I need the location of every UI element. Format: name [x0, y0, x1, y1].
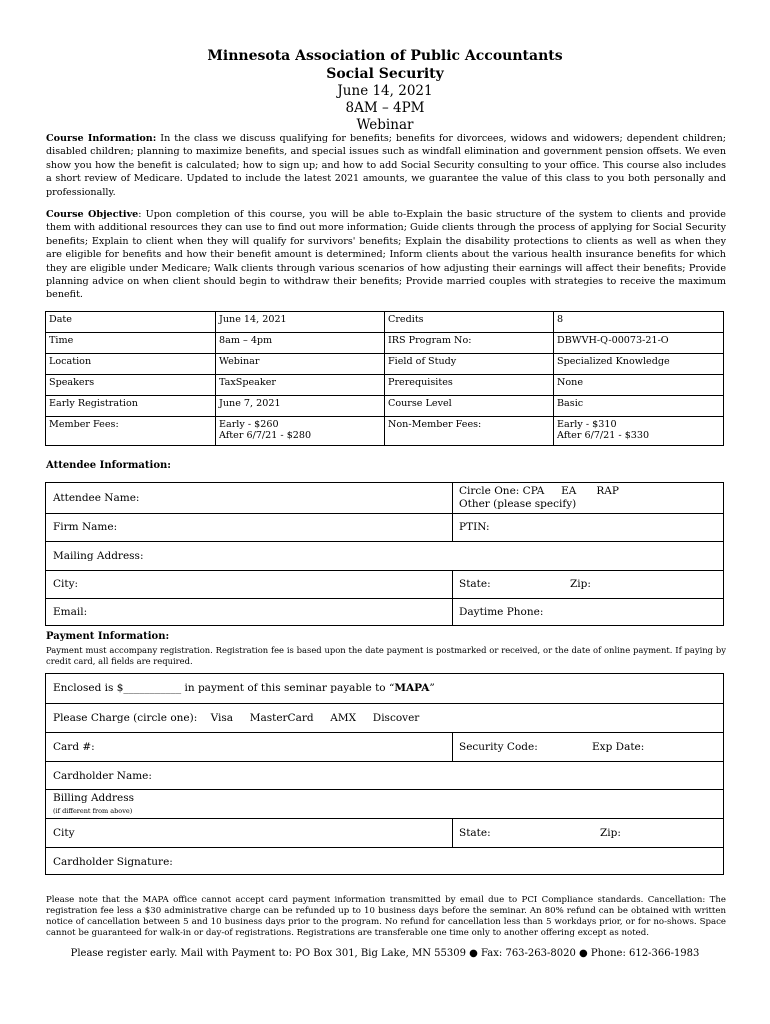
ptin-field[interactable]: PTIN:	[459, 521, 490, 533]
billing-city-field[interactable]: City	[53, 827, 75, 839]
nonmember-fees-values	[554, 417, 724, 446]
table-cell: None	[554, 375, 724, 396]
course-information-text: In the class we discuss qualifying for benefits; benefits for divorcees, widows and widowers; dependent children; disabled children; planning to maximize benefits, and special issues such as windfall elimination and government pension offsets. We even show you how the benefit is calculated; how to sign up; and how to add Social Security consulting to your office. This course also includes a short review of Medicare. Updated to include the latest 2021 amounts, we guarantee the value of this class to you both personally and professionally.	[46, 133, 726, 198]
signature-row	[46, 847, 723, 875]
mailing-row	[46, 541, 723, 570]
enclosed-amount-field[interactable]	[46, 674, 724, 703]
state-field[interactable]: State:	[459, 578, 491, 590]
billing-address-label: Billing Address	[53, 792, 135, 804]
security-code-field[interactable]: Security Code:	[459, 741, 538, 753]
daytime-phone-field[interactable]: Daytime Phone:	[459, 606, 544, 618]
course-title: Social Security	[326, 66, 444, 82]
attendee-name-row	[46, 483, 723, 513]
table-cell: Early Registration	[46, 396, 216, 417]
card-row	[46, 732, 723, 761]
nonmember-fee-early: Early - $310	[557, 419, 617, 430]
table-cell: Speakers	[46, 375, 216, 396]
policy-note: Please note that the MAPA office cannot accept card payment information transmitted by email due to PCI Compliance standards. Cancellation: The registration fee less a $30 administrative charge can be refunded up to 10 business days before the seminar. An 80% refund can be obtained with written notice of cancellation between 5 and 10 business days prior to the program. No refund for cancellation less than 5 workdays prior, or for no-shows. Space cannot be guaranteed for walk-in or day-of registrations. Registrations are transferable one time only to another offering except as noted.	[46, 895, 726, 938]
table-cell: June 14, 2021	[216, 312, 385, 333]
firm-row	[46, 513, 723, 541]
table-cell: Time	[46, 333, 216, 354]
attendee-section-title: Attendee Information:	[46, 460, 171, 471]
table-row	[46, 354, 724, 375]
table-cell: June 7, 2021	[216, 396, 385, 417]
table-row	[46, 333, 724, 354]
payment-note: Payment must accompany registration. Registration fee is based upon the date payment is postmarked or received, or the date of online payment. If paying by credit card, all fields are required.	[46, 645, 726, 666]
member-fee-early: Early - $260	[219, 419, 279, 430]
nonmember-fees-label: Non-Member Fees:	[385, 417, 554, 446]
member-fee-after: After 6/7/21 - $280	[219, 430, 312, 441]
charge-row	[46, 703, 723, 732]
billing-state-field[interactable]: State:	[459, 827, 491, 839]
course-objective-label: Course Objective	[46, 209, 139, 220]
billing-address-hint: (if different from above)	[53, 807, 133, 815]
table-row	[46, 312, 724, 333]
exp-date-field[interactable]: Exp Date:	[592, 741, 645, 753]
designation-field[interactable]	[452, 483, 724, 513]
attendee-form	[45, 482, 724, 626]
course-objective	[46, 208, 726, 302]
course-objective-text: : Upon completion of this course, you will be able to-Explain the basic structure of the system to clients and provide them with additional resources they can use to find out more information; Guide clients through the process of applying for Social Security benefits; Explain to client when they will qualify for survivors' benefits; Explain the disability protections to clients as well as when they are eligible for benefits and how their benefit amount is determined; Inform clients about the various health insurance benefits for which they are eligible under Medicare; Walk clients through various scenarios of how adjusting their earnings will affect their benefits; Provide planning advice on when client should begin to withdraw their benefits; Provide married couples with strategies to receive the maximum benefit.	[46, 209, 726, 301]
mailing-address-field[interactable]: Mailing Address:	[53, 550, 144, 562]
city-field[interactable]: City:	[53, 578, 79, 590]
nonmember-fee-after: After 6/7/21 - $330	[557, 430, 650, 441]
table-row	[46, 396, 724, 417]
course-time: 8AM – 4PM	[345, 100, 425, 116]
org-title: Minnesota Association of Public Accountants	[207, 48, 563, 64]
billing-city-row	[46, 818, 723, 847]
course-date: June 14, 2021	[337, 83, 433, 99]
cardholder-signature-field[interactable]: Cardholder Signature:	[53, 856, 173, 868]
email-row	[46, 598, 723, 626]
table-cell: 8am – 4pm	[216, 333, 385, 354]
member-fees-values	[216, 417, 385, 446]
table-cell: Webinar	[216, 354, 385, 375]
table-cell: 8	[554, 312, 724, 333]
course-details-table	[45, 311, 724, 446]
table-cell: Location	[46, 354, 216, 375]
payee-name: MAPA	[394, 682, 430, 694]
table-cell: Prerequisites	[385, 375, 554, 396]
designation-options[interactable]: Circle One: CPA EA RAP	[459, 485, 619, 497]
card-type-options[interactable]: Please Charge (circle one): Visa MasterCard AMX Discover	[53, 712, 420, 724]
billing-row	[46, 789, 723, 818]
table-cell: Specialized Knowledge	[554, 354, 724, 375]
payment-form	[45, 673, 724, 875]
course-information	[46, 132, 726, 199]
footer-contact: Please register early. Mail with Payment to: PO Box 301, Big Lake, MN 55309 ● Fax: 763-263-8020 ● Phone: 612-366-1983	[70, 948, 700, 959]
table-cell: IRS Program No:	[385, 333, 554, 354]
billing-address-field[interactable]	[46, 790, 724, 818]
billing-zip-field[interactable]: Zip:	[600, 827, 621, 839]
table-cell: Course Level	[385, 396, 554, 417]
enclosed-row	[46, 674, 723, 703]
course-format: Webinar	[356, 117, 414, 133]
table-row	[46, 375, 724, 396]
attendee-name-field[interactable]: Attendee Name:	[53, 492, 140, 504]
firm-name-field[interactable]: Firm Name:	[53, 521, 118, 533]
email-field[interactable]: Email:	[53, 606, 88, 618]
table-cell: DBWVH-Q-00073-21-O	[554, 333, 724, 354]
table-cell: Field of Study	[385, 354, 554, 375]
city-row	[46, 570, 723, 598]
table-cell: Credits	[385, 312, 554, 333]
card-number-field[interactable]: Card #:	[53, 741, 95, 753]
enclosed-text: Enclosed is $___________ in payment of this seminar payable to “	[53, 682, 395, 694]
table-cell: Date	[46, 312, 216, 333]
course-information-label: Course Information:	[46, 133, 157, 144]
fees-row	[46, 417, 724, 446]
table-cell: TaxSpeaker	[216, 375, 385, 396]
member-fees-label: Member Fees:	[46, 417, 216, 446]
designation-other[interactable]: Other (please specify)	[459, 498, 577, 510]
zip-field[interactable]: Zip:	[570, 578, 591, 590]
table-cell: Basic	[554, 396, 724, 417]
enclosed-quote: ”	[429, 682, 435, 694]
cardholder-name-field[interactable]: Cardholder Name:	[53, 770, 152, 782]
payment-section-title: Payment Information:	[46, 631, 170, 642]
holder-row	[46, 761, 723, 789]
